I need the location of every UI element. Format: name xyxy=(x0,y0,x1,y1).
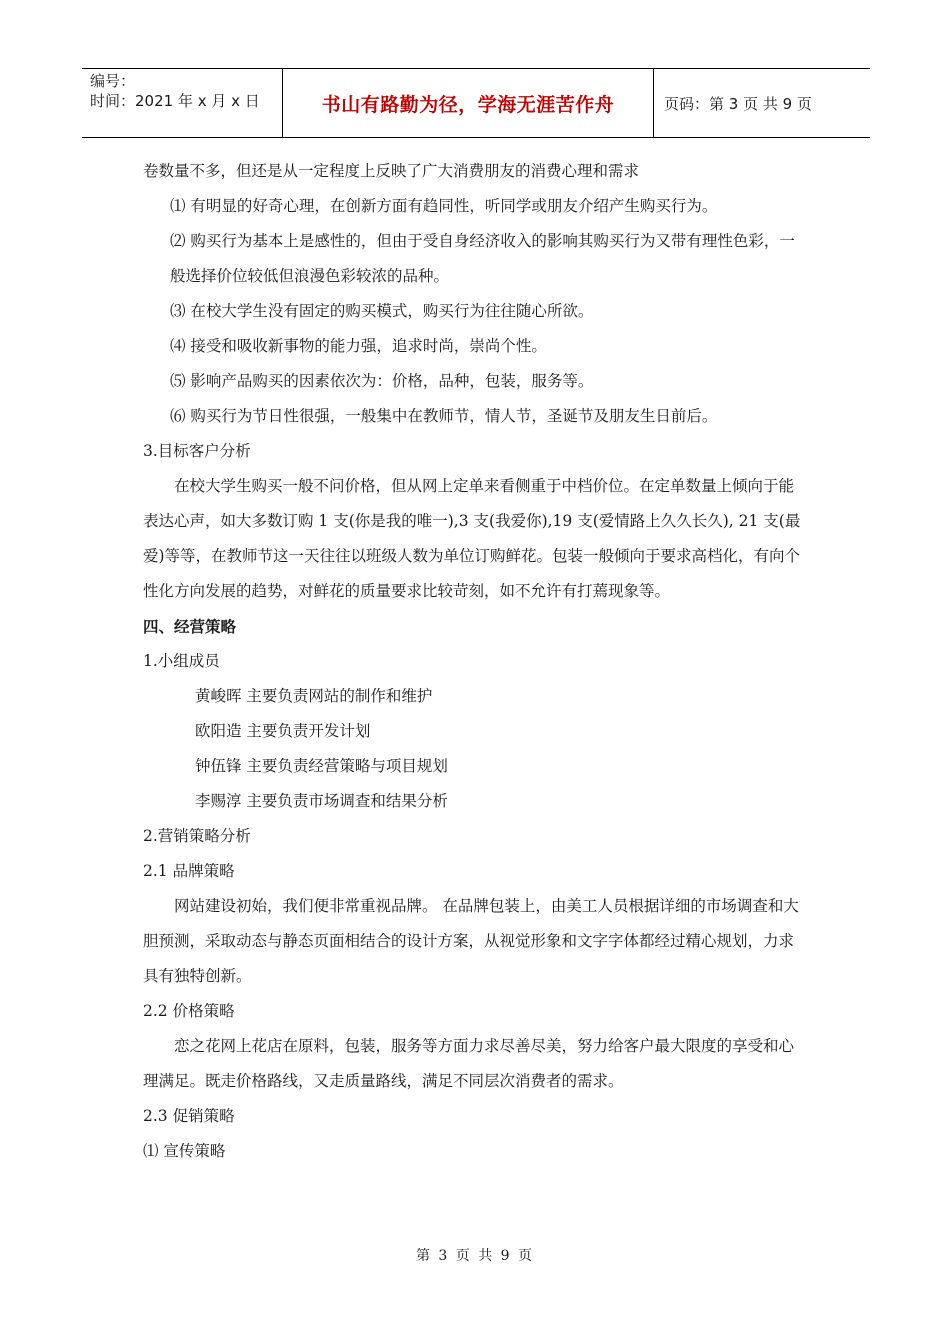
header-meta xyxy=(82,69,282,137)
member-item: 李赐淳 主要负责市场调查和结果分析 xyxy=(195,792,448,810)
list-item: ⑸ 影响产品购买的因素依次为：价格，品种，包装，服务等。 xyxy=(170,372,594,390)
member-item: 欧阳造 主要负责开发计划 xyxy=(195,722,371,740)
section-heading: 2.营销策略分析 xyxy=(143,827,251,845)
subsection-heading: ⑴ 宣传策略 xyxy=(143,1142,226,1160)
subsection-heading: 2.1 品牌策略 xyxy=(143,862,235,880)
paragraph: 在校大学生购买一般不问价格，但从网上定单来看侧重于中档价位。在定单数量上倾向于能表达心声，如大多数订购 1 支(你是我的唯一),3 支(我爱你),19 支(爱情路上久久长久), 21 支(最爱)等等，在教师节这一天往往以班级人数为单位订购鲜花。包装一般倾向于要求高档化，有向个性化方向发展的趋势，对鲜花的质量要求比较苛刻，如不允许有打蔫现象等。 xyxy=(143,477,801,600)
paragraph: 恋之花网上花店在原料，包装，服务等方面力求尽善尽美，努力给客户最大限度的享受和心理满足。既走价格路线，又走质量路线，满足不同层次消费者的需求。 xyxy=(143,1037,795,1090)
paragraph: 卷数量不多，但还是从一定程度上反映了广大消费朋友的消费心理和需求 xyxy=(143,162,640,180)
section-heading: 1.小组成员 xyxy=(143,652,220,670)
header-motto-cell xyxy=(282,69,654,137)
document-body xyxy=(143,154,808,1169)
header-number: 编号： xyxy=(90,72,136,90)
list-item: ⑶ 在校大学生没有固定的购买模式，购买行为往往随心所欲。 xyxy=(170,302,594,320)
header-page-number: 页码：第 3 页 共 9 页 xyxy=(664,94,812,113)
header-motto: 书山有路勤为径，学海无涯苦作舟 xyxy=(321,93,615,116)
header-date: 时间：2021 年 x 月 x 日 xyxy=(90,92,260,110)
page-footer: 第 3 页 共 9 页 xyxy=(415,1248,535,1264)
list-item: ⑵ 购买行为基本上是感性的，但由于受自身经济收入的影响其购买行为又带有理性色彩，一般选择价位较低但浪漫色彩较浓的品种。 xyxy=(170,232,795,285)
subsection-heading: 2.2 价格策略 xyxy=(143,1002,235,1020)
page-header xyxy=(82,68,870,138)
list-item: ⑹ 购买行为节日性很强，一般集中在教师节，情人节，圣诞节及朋友生日前后。 xyxy=(170,407,718,425)
chapter-heading: 四、经营策略 xyxy=(143,617,237,636)
list-item: ⑴ 有明显的好奇心理，在创新方面有趋同性，听同学或朋友介绍产生购买行为。 xyxy=(170,197,718,215)
member-item: 黄峻晖 主要负责网站的制作和维护 xyxy=(195,687,433,705)
paragraph: 网站建设初始，我们便非常重视品牌。 在品牌包装上，由美工人员根据详细的市场调查和大胆预测，采取动态与静态页面相结合的设计方案，从视觉形象和文字字体都经过精心规划，力求具有独特创新。 xyxy=(143,897,799,985)
list-item: ⑷ 接受和吸收新事物的能力强，追求时尚，崇尚个性。 xyxy=(170,337,547,355)
subsection-heading: 2.3 促销策略 xyxy=(143,1107,235,1125)
section-heading: 3.目标客户分析 xyxy=(143,442,251,460)
member-item: 钟伍锋 主要负责经营策略与项目规划 xyxy=(195,757,448,775)
